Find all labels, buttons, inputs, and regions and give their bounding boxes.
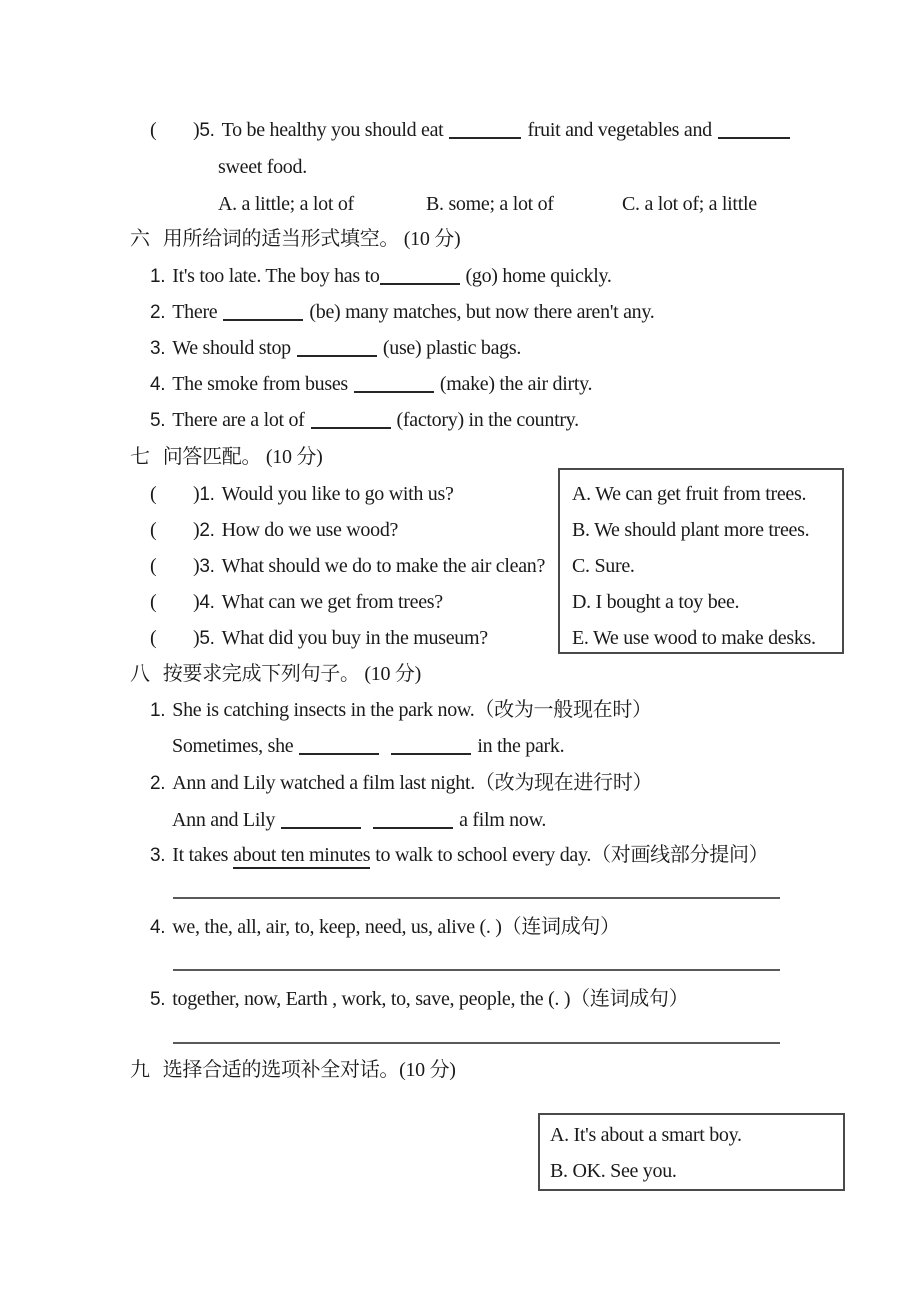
item-number: 4. <box>199 592 215 613</box>
text-segment: Sometimes, she <box>172 735 294 757</box>
section-six-header <box>130 226 460 252</box>
item-number: 3. <box>199 556 215 577</box>
s7-answer-d <box>572 589 739 615</box>
q5-option-b <box>426 191 554 217</box>
q5-option-c <box>622 191 757 217</box>
text-segment: There are a lot of <box>172 409 305 431</box>
text-segment: It takes <box>172 844 229 866</box>
item-number: 4. <box>150 374 166 395</box>
answer-write-line <box>173 897 780 899</box>
item-number: 5. <box>150 989 166 1010</box>
s9-answer-b <box>550 1158 677 1184</box>
q5-line2 <box>218 154 307 180</box>
answer-slot-bracket-close: ) <box>193 555 200 577</box>
s8-item-5 <box>150 986 688 1013</box>
fill-blank <box>380 279 460 285</box>
question-text: Would you like to go with us? <box>221 483 454 505</box>
q5-option-a <box>218 191 354 217</box>
question-text: What did you buy in the museum? <box>221 627 488 649</box>
answer-slot-bracket-open: ( <box>150 119 157 141</box>
fill-blank <box>223 315 303 321</box>
text-segment: we, the, all, air, to, keep, need, us, alive (. )（连词成句） <box>172 916 620 938</box>
item-number: 4. <box>150 917 166 938</box>
text-segment: Ann and Lily watched a film last night.（改为现在进行时） <box>172 772 653 794</box>
answer-option: E. We use wood to make desks. <box>572 627 816 649</box>
answer-slot-bracket-open: ( <box>150 555 157 577</box>
s7-answer-b <box>572 517 809 543</box>
answer-option: A. We can get fruit from trees. <box>572 483 807 505</box>
s8-item-2 <box>150 770 652 797</box>
s6-item-5 <box>150 407 579 434</box>
fill-blank <box>449 133 521 139</box>
text-segment: There <box>172 301 218 323</box>
s8-item-1 <box>150 697 652 724</box>
s7-answer-c <box>572 553 635 579</box>
question-text: What should we do to make the air clean? <box>221 555 546 577</box>
fill-blank <box>299 749 379 755</box>
answer-slot-bracket-open: ( <box>150 483 157 505</box>
s7-answer-e <box>572 625 816 651</box>
text-segment: To be healthy you should eat <box>221 119 444 141</box>
section-number: 七 <box>130 446 150 468</box>
item-number: 1. <box>150 266 166 287</box>
answer-write-line <box>173 1042 780 1044</box>
item-number: 2. <box>150 773 166 794</box>
item-number: 5. <box>199 628 215 649</box>
s7-question-2 <box>150 517 398 544</box>
answer-option: C. Sure. <box>572 555 635 577</box>
section-nine-header <box>130 1057 456 1083</box>
item-number: 1. <box>150 700 166 721</box>
text-segment: The smoke from buses <box>172 373 348 395</box>
section-number: 六 <box>130 228 150 250</box>
answer-option: B. OK. See you. <box>550 1160 677 1182</box>
item-number: 2. <box>150 302 166 323</box>
item-number: 1. <box>199 484 215 505</box>
fill-blank <box>311 423 391 429</box>
s7-question-5 <box>150 625 488 652</box>
s6-item-2 <box>150 299 654 326</box>
section-title: 用所给词的适当形式填空。 (10 分) <box>162 228 461 250</box>
answer-write-line <box>173 969 780 971</box>
fill-blank <box>281 823 361 829</box>
s6-item-1 <box>150 263 612 290</box>
answer-slot-bracket-close: ) <box>193 627 200 649</box>
item-number: 3. <box>150 845 166 866</box>
text-segment: It's too late. The boy has to <box>172 265 380 287</box>
underlined-phrase: about ten minutes <box>233 844 370 869</box>
text-segment: a film now. <box>459 809 547 831</box>
s9-answer-a <box>550 1122 742 1148</box>
answer-slot-bracket-open: ( <box>150 519 157 541</box>
s8-item-2-fill <box>172 807 546 833</box>
text-segment: (factory) in the country. <box>396 409 579 431</box>
q5-line1 <box>150 117 796 144</box>
answer-option: A. It's about a smart boy. <box>550 1124 742 1146</box>
section-eight-header <box>130 661 421 687</box>
fill-blank <box>718 133 790 139</box>
fill-blank <box>297 351 377 357</box>
text-segment: fruit and vegetables and <box>527 119 712 141</box>
question-text: How do we use wood? <box>221 519 399 541</box>
text-segment: (be) many matches, but now there aren't any. <box>309 301 655 323</box>
answer-slot-bracket-close: ) <box>193 519 200 541</box>
fill-blank <box>373 823 453 829</box>
s7-question-4 <box>150 589 443 616</box>
text-segment: We should stop <box>172 337 291 359</box>
s8-item-3 <box>150 842 768 869</box>
text-segment: to walk to school every day.（对画线部分提问） <box>375 844 769 866</box>
answer-slot-bracket-close: ) <box>193 591 200 613</box>
section-title: 选择合适的选项补全对话。(10 分) <box>162 1059 456 1081</box>
fill-blank <box>391 749 471 755</box>
s7-question-1 <box>150 481 454 508</box>
s6-item-3 <box>150 335 521 362</box>
text-segment: sweet food. <box>218 156 307 178</box>
item-number: 5. <box>150 410 166 431</box>
section-number: 八 <box>130 663 150 685</box>
text-segment: (use) plastic bags. <box>382 337 522 359</box>
answer-option: B. We should plant more trees. <box>572 519 810 541</box>
text-segment: together, now, Earth , work, to, save, people, the (. )（连词成句） <box>172 988 689 1010</box>
text-segment: in the park. <box>477 735 565 757</box>
section-title: 按要求完成下列句子。 (10 分) <box>162 663 421 685</box>
option-text: C. a lot of; a little <box>622 193 757 215</box>
section-title: 问答匹配。 (10 分) <box>162 446 323 468</box>
answer-slot-bracket-open: ( <box>150 627 157 649</box>
item-number: 3. <box>150 338 166 359</box>
s7-question-3 <box>150 553 545 580</box>
section-seven-header <box>130 444 322 470</box>
question-text: What can we get from trees? <box>221 591 443 613</box>
option-text: B. some; a lot of <box>426 193 554 215</box>
answer-option: D. I bought a toy bee. <box>572 591 740 613</box>
text-segment: Ann and Lily <box>172 809 276 831</box>
answer-slot-bracket-close: ) <box>193 483 200 505</box>
fill-blank <box>354 387 434 393</box>
text-segment: (go) home quickly. <box>465 265 612 287</box>
option-text: A. a little; a lot of <box>218 193 354 215</box>
answer-slot-bracket-close: ) <box>193 119 200 141</box>
s8-item-4 <box>150 914 620 941</box>
s6-item-4 <box>150 371 592 398</box>
text-segment: (make) the air dirty. <box>439 373 593 395</box>
item-number: 5. <box>199 120 215 141</box>
item-number: 2. <box>199 520 215 541</box>
answer-slot-bracket-open: ( <box>150 591 157 613</box>
text-segment: She is catching insects in the park now.（改为一般现在时） <box>172 699 652 721</box>
s8-item-1-fill <box>172 733 564 759</box>
s7-answer-a <box>572 481 806 507</box>
section-number: 九 <box>130 1059 150 1081</box>
